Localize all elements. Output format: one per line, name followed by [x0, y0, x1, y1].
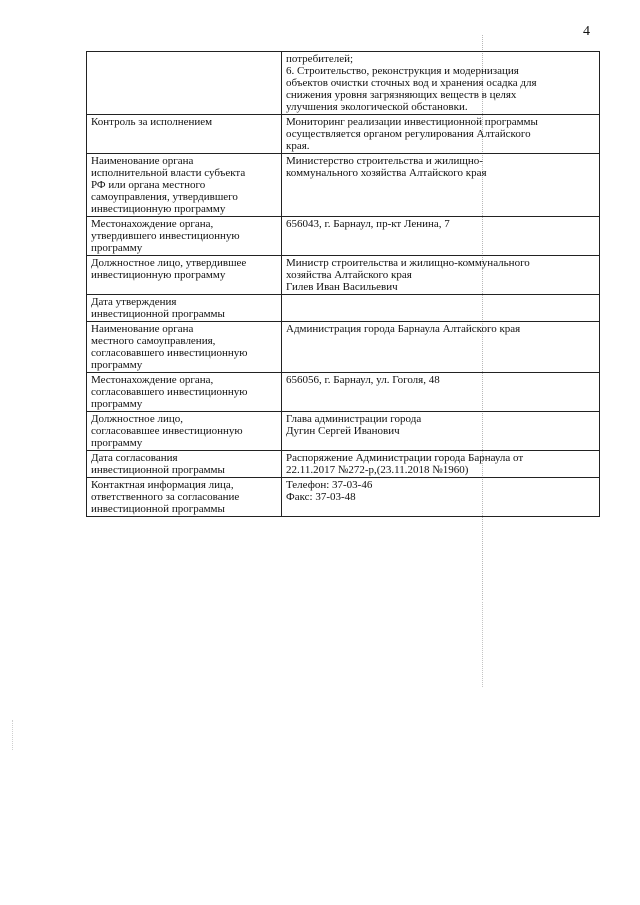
table-row	[87, 295, 600, 322]
row-label-cell	[87, 217, 282, 256]
row-value-line: улучшения экологической обстановки.	[286, 101, 468, 113]
row-label-cell	[87, 256, 282, 295]
row-label-cell	[87, 451, 282, 478]
row-label-line: утвердившего инвестиционную	[91, 230, 240, 242]
table-row	[87, 154, 600, 217]
row-label-line: Местонахождение органа,	[91, 374, 214, 386]
row-value-line: Гилев Иван Васильевич	[286, 281, 398, 293]
row-label-cell	[87, 373, 282, 412]
row-label-cell	[87, 322, 282, 373]
row-value-cell	[282, 154, 600, 217]
row-value-cell	[282, 115, 600, 154]
row-value-line: Дугин Сергей Иванович	[286, 425, 400, 437]
row-label-line: самоуправления, утвердившего	[91, 191, 238, 203]
row-value-line: Мониторинг реализации инвестиционной программы	[286, 116, 538, 128]
row-label-line: Наименование органа	[91, 155, 194, 167]
row-value-line: Министр строительства и жилищно-коммунального	[286, 257, 530, 269]
table-row	[87, 115, 600, 154]
row-label-line: ответственного за согласование	[91, 491, 240, 503]
row-value-line: Телефон: 37-03-46	[286, 479, 373, 491]
table-body	[87, 52, 600, 517]
scan-margin-mark	[12, 720, 13, 750]
row-label-line: Дата согласования	[91, 452, 178, 464]
row-value-line: хозяйства Алтайского края	[286, 269, 412, 281]
row-label-cell	[87, 295, 282, 322]
row-label-line: Дата утверждения	[91, 296, 177, 308]
row-label-line: Наименование органа	[91, 323, 194, 335]
row-label-line: согласовавшего инвестиционную	[91, 347, 248, 359]
row-value-cell	[282, 295, 600, 322]
table-row	[87, 451, 600, 478]
row-value-cell	[282, 322, 600, 373]
row-value-line: Администрация города Барнаула Алтайского края	[286, 323, 521, 335]
row-value-cell	[282, 52, 600, 115]
row-label-line: РФ или органа местного	[91, 179, 206, 191]
row-label-line: исполнительной власти субъекта	[91, 167, 246, 179]
investment-program-passport-table	[86, 51, 600, 517]
table-row	[87, 322, 600, 373]
row-value-line: 656043, г. Барнаул, пр-кт Ленина, 7	[286, 218, 450, 230]
row-value-line: 6. Строительство, реконструкция и модернизация	[286, 65, 519, 77]
row-value-cell	[282, 256, 600, 295]
row-value-line: коммунального хозяйства Алтайского края	[286, 167, 487, 179]
row-label-line: местного самоуправления,	[91, 335, 216, 347]
row-label-line: Контактная информация лица,	[91, 479, 234, 491]
row-value-line: потребителей;	[286, 53, 354, 65]
row-label-line: программу	[91, 242, 143, 254]
row-label-line: Должностное лицо,	[91, 413, 183, 425]
row-value-line: Факс: 37-03-48	[286, 491, 356, 503]
page-number: 4	[583, 24, 590, 39]
row-value-line: Распоряжение Администрации города Барнаула от	[286, 452, 524, 464]
row-label-line: согласовавшее инвестиционную	[91, 425, 243, 437]
table-row	[87, 478, 600, 517]
row-value-line: 656056, г. Барнаул, ул. Гоголя, 48	[286, 374, 440, 386]
table-row	[87, 373, 600, 412]
row-value-cell	[282, 451, 600, 478]
row-label-cell	[87, 154, 282, 217]
row-label-line: инвестиционную программу	[91, 269, 226, 281]
scan-fold-line-lower	[482, 602, 483, 687]
row-label-line: программу	[91, 437, 143, 449]
table-row	[87, 256, 600, 295]
table-row	[87, 217, 600, 256]
row-value-cell	[282, 373, 600, 412]
row-value-line: осуществляется органом регулирования Алтайского	[286, 128, 531, 140]
row-value-line: Министерство строительства и жилищно-	[286, 155, 483, 167]
row-label-line: инвестиционную программу	[91, 203, 226, 215]
row-value-cell	[282, 478, 600, 517]
row-label-line: Должностное лицо, утвердившее	[91, 257, 247, 269]
row-label-line: инвестиционной программы	[91, 503, 225, 515]
row-label-cell	[87, 412, 282, 451]
row-label-cell	[87, 115, 282, 154]
row-value-cell	[282, 412, 600, 451]
row-value-cell	[282, 217, 600, 256]
row-label-line: согласовавшего инвестиционную	[91, 386, 248, 398]
row-label-line: программу	[91, 398, 143, 410]
row-label-line: Местонахождение органа,	[91, 218, 214, 230]
row-label-line: программу	[91, 359, 143, 371]
row-value-line: края.	[286, 140, 310, 152]
row-value-line: снижения уровня загрязняющих веществ в целях	[286, 89, 517, 101]
table-row	[87, 412, 600, 451]
row-label-cell	[87, 478, 282, 517]
row-value-line: 22.11.2017 №272-р,(23.11.2018 №1960)	[286, 464, 469, 476]
row-label-line: инвестиционной программы	[91, 464, 225, 476]
row-label-cell	[87, 52, 282, 115]
table-row	[87, 52, 600, 115]
row-value-line: Глава администрации города	[286, 413, 422, 425]
row-value-line: объектов очистки сточных вод и хранения осадка для	[286, 77, 537, 89]
row-label-line: Контроль за исполнением	[91, 116, 213, 128]
row-label-line: инвестиционной программы	[91, 308, 225, 320]
